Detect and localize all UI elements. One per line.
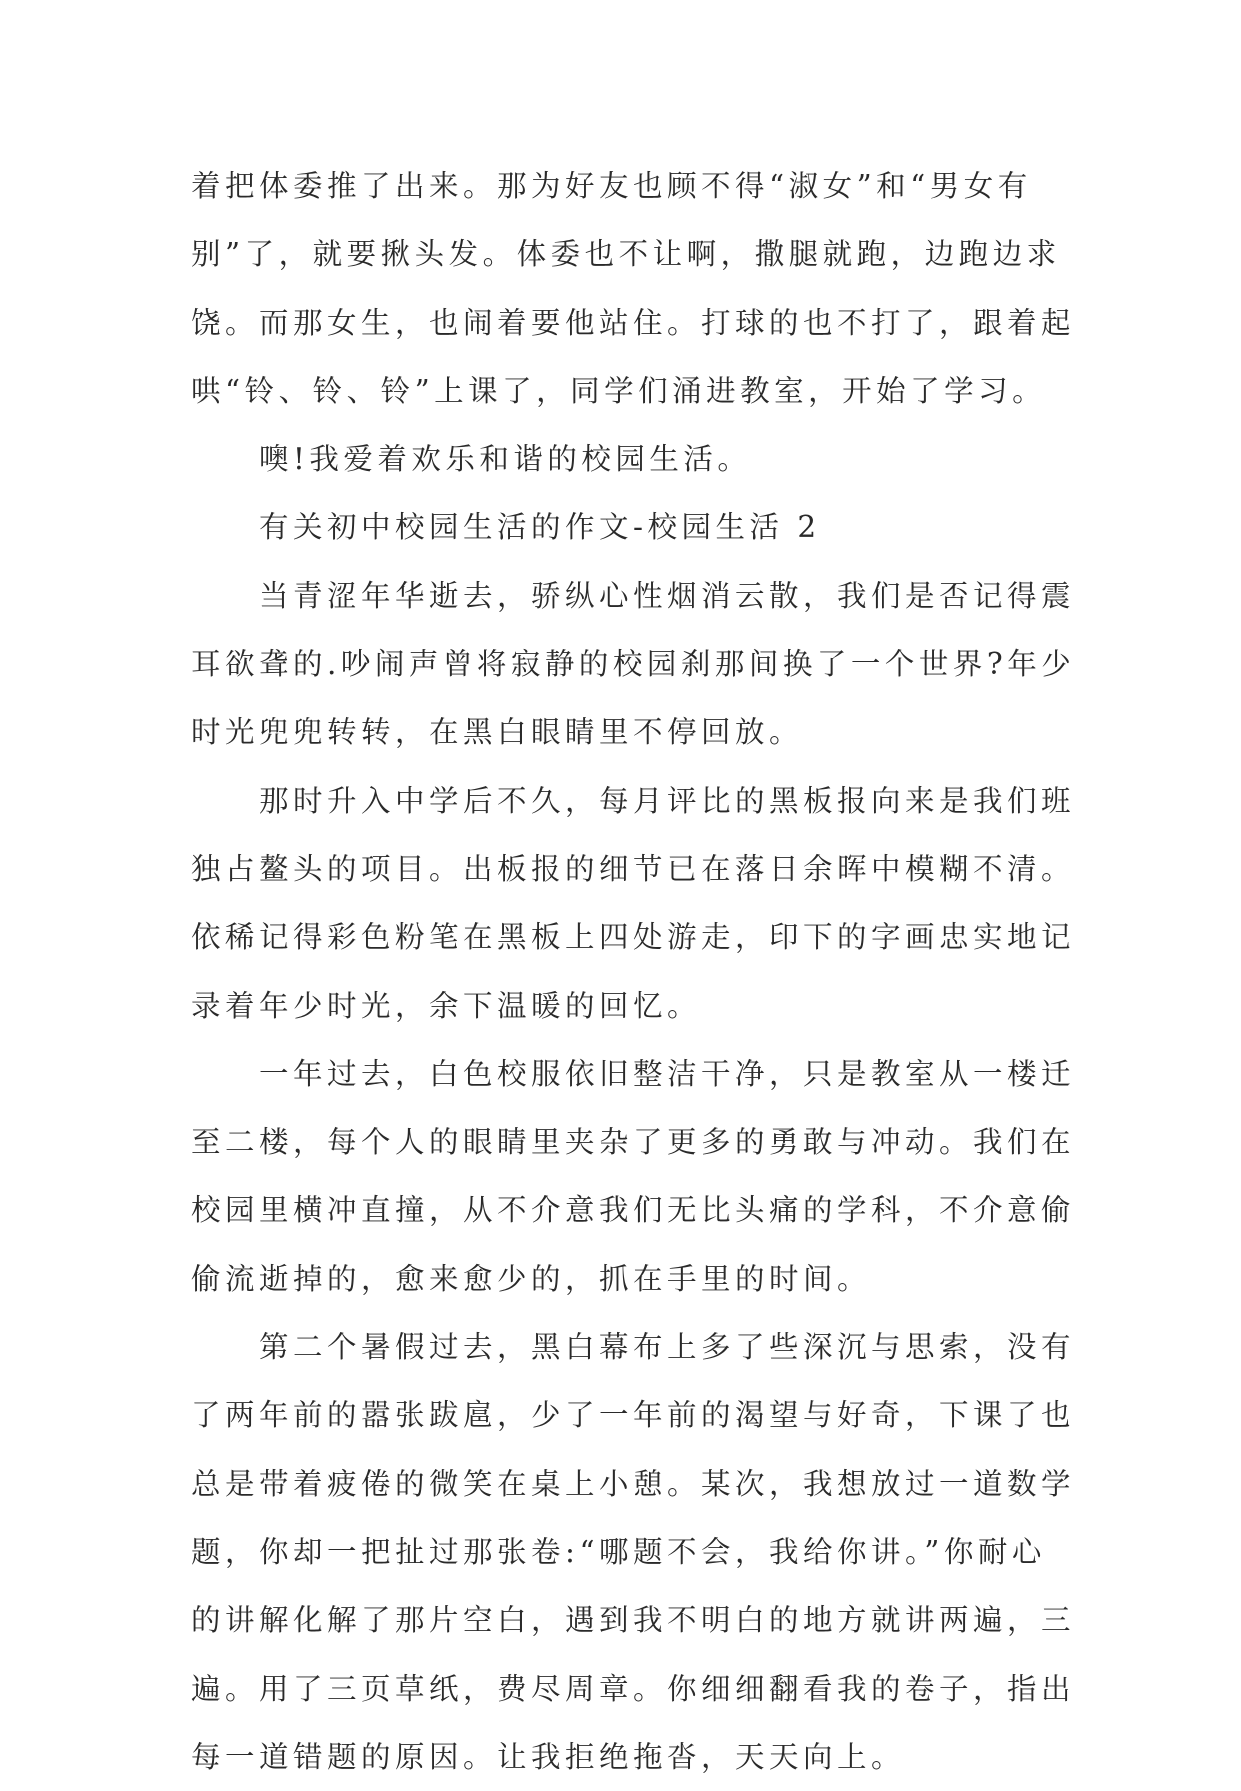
document-body <box>191 152 1076 1791</box>
paragraph-first-line: 噢!我爱着欢乐和谐的校园生活。 <box>259 442 752 477</box>
text-line: 至二楼，每个人的眼睛里夹杂了更多的勇敢与冲动。我们在 <box>191 1125 1076 1160</box>
text-line: 每一道错题的原因。让我拒绝拖沓，天天向上。 <box>191 1739 906 1774</box>
text-line: 录着年少时光，余下温暖的回忆。 <box>191 988 702 1023</box>
paragraph-first-line: 第二个暑假过去，黑白幕布上多了些深沉与思索，没有 <box>259 1330 1076 1365</box>
text-line: 题，你却一把扯过那张卷:“哪题不会，我给你讲。”你耐心 <box>191 1534 1046 1569</box>
text-line: 时光兜兜转转，在黑白眼睛里不停回放。 <box>191 715 804 750</box>
text-line: 哄“铃、铃、铃”上课了，同学们涌进教室，开始了学习。 <box>191 373 1047 408</box>
text-line: 依稀记得彩色粉笔在黑板上四处游走，印下的字画忠实地记 <box>191 920 1076 955</box>
text-line: 独占鳌头的项目。出板报的细节已在落日余晖中模糊不清。 <box>191 851 1076 886</box>
text-line: 校园里横冲直撞，从不介意我们无比头痛的学科，不介意偷 <box>191 1193 1076 1228</box>
text-line: 着把体委推了出来。那为好友也顾不得“淑女”和“男女有 <box>191 169 1032 203</box>
text-line: 耳欲聋的.吵闹声曾将寂静的校园刹那间换了一个世界?年少 <box>191 647 1076 682</box>
text-line: 了两年前的嚣张跋扈，少了一年前的渴望与好奇，下课了也 <box>191 1398 1076 1433</box>
text-line: 遍。用了三页草纸，费尽周章。你细细翻看我的卷子，指出 <box>191 1671 1076 1706</box>
paragraph-first-line: 有关初中校园生活的作文-校园生活 2 <box>259 510 821 545</box>
text-line: 别”了，就要揪头发。体委也不让啊，撒腿就跑，边跑边求 <box>191 237 1061 272</box>
paragraph-first-line: 当青涩年华逝去，骄纵心性烟消云散，我们是否记得震 <box>259 578 1076 613</box>
paragraph-first-line: 那时升入中学后不久，每月评比的黑板报向来是我们班 <box>259 783 1076 818</box>
text-line: 的讲解化解了那片空白，遇到我不明白的地方就讲两遍，三 <box>191 1603 1076 1638</box>
text-line: 偷流逝掉的，愈来愈少的，抓在手里的时间。 <box>191 1261 872 1296</box>
text-line: 饶。而那女生，也闹着要他站住。打球的也不打了，跟着起 <box>191 305 1076 340</box>
text-line: 总是带着疲倦的微笑在桌上小憩。某次，我想放过一道数学 <box>191 1466 1076 1501</box>
paragraph-first-line: 一年过去，白色校服依旧整洁干净，只是教室从一楼迁 <box>259 1056 1076 1091</box>
